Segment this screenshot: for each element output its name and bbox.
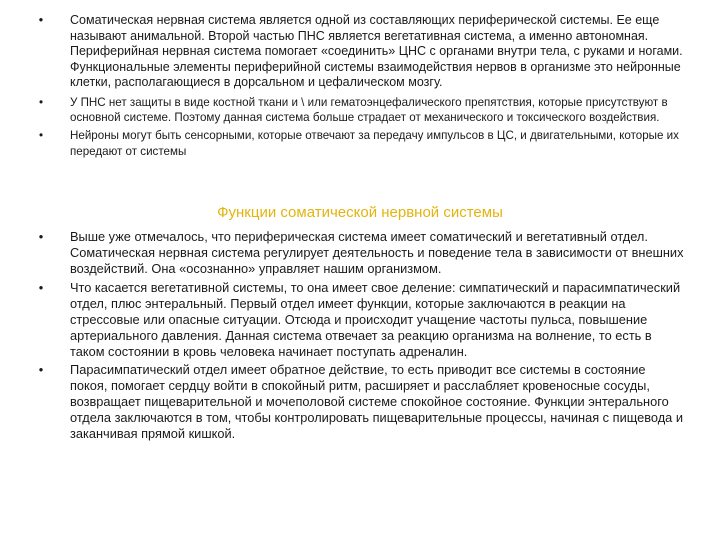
list-item — [36, 128, 684, 158]
paragraph-text: У ПНС нет защиты в виде костной ткани и \ или гематоэнцефалического препятствия, которые присутствуют в основной системе. Поэтому данная система больше страдает от механического и токсического воздействия. — [70, 95, 668, 125]
bullet-icon: • — [38, 229, 44, 244]
bullet-icon: • — [38, 279, 44, 295]
bullet-icon: • — [38, 95, 44, 109]
list-item — [36, 280, 684, 361]
paragraph-text: Соматическая нервная система является одной из составляющих периферической системы. Ее еще называют анимальной. Второй частью ПНС является вегетативная система, а именно автономная. Периферийная нервная система помогает «соединить» ЦНС с органами внутри тела, с руками и ногами. Функциональные элементы периферийной системы взаимодействия нервов в организме это нейронные клетки, располагающиеся в дорсальном и цефалическом мозгу. — [70, 13, 683, 90]
bullet-icon: • — [38, 13, 44, 27]
bullet-icon: • — [38, 361, 44, 377]
bullet-list-somatic-functions — [36, 229, 684, 443]
paragraph-text: Нейроны могут быть сенсорными, которые отвечают за передачу импульсов в ЦС, и двигательными, которые их передают от системы — [70, 129, 679, 158]
section-heading: Функции соматической нервной системы — [217, 204, 503, 221]
paragraph-text: Парасимпатический отдел имеет обратное действие, то есть приводит все системы в состояние покоя, помогает сердцу войти в спокойный ритм, расширяет и расслабляет кровеносные сосуды, возвращает пищеварительной и мочеполовой системе спокойное состояние. Функции энтерального отдела заключаются в том, чтобы контролировать пищеварительные процессы, начиная с пищевода и заканчивая прямой кишкой. — [70, 361, 683, 442]
bullet-list-peripheral-system — [36, 13, 684, 159]
paragraph-text: Что касается вегетативной системы, то она имеет свое деление: симпатический и парасимпатический отдел, плюс энтеральный. Первый отдел имеет функции, которые заключаются в реакции на стрессовые или опасные ситуации. Отсюда и происходит учащение частоты пульса, повышение артериального давления. Данная система отвечает за реакцию организма на волнение, то есть в таком состоянии в кровь человека начинает поступать адреналин. — [70, 279, 681, 360]
paragraph-text: Выше уже отмечалось, что периферическая система имеет соматический и вегетативный отдел. Соматическая нервная система регулирует деятельность и поведение тела в зависимости от внешних воздействий. Она «осознанно» управляет нашим организмом. — [70, 229, 684, 277]
list-item — [36, 13, 684, 91]
list-item — [36, 362, 684, 443]
list-item — [36, 229, 684, 278]
list-item — [36, 95, 684, 125]
bullet-icon: • — [38, 129, 44, 143]
